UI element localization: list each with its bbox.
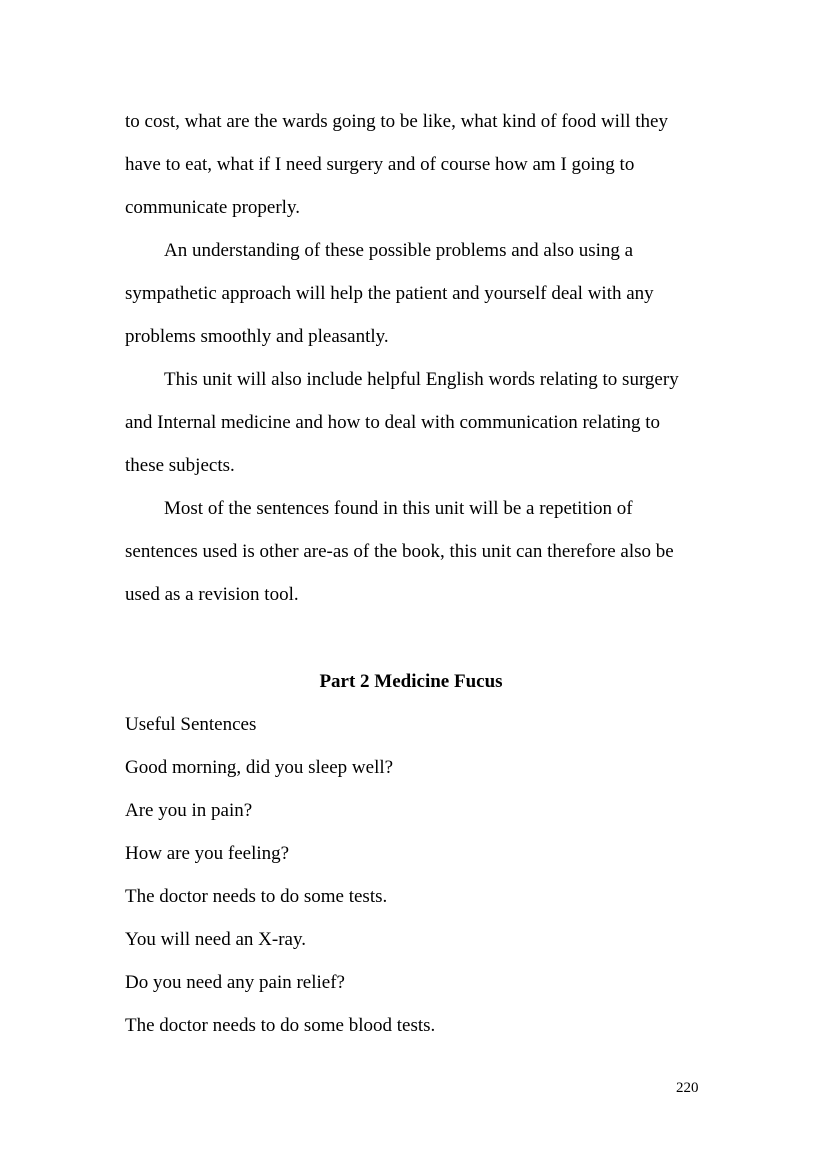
sentence-item: You will need an X-ray.: [125, 929, 307, 950]
body-text-line: problems smoothly and pleasantly.: [125, 326, 389, 347]
body-text-line: these subjects.: [125, 455, 235, 476]
body-text-line: and Internal medicine and how to deal with communication relating to: [125, 412, 661, 433]
sentence-item: Do you need any pain relief?: [125, 972, 345, 993]
body-text-line: to cost, what are the wards going to be like, what kind of food will they: [125, 111, 668, 132]
section-heading: Part 2 Medicine Fucus: [319, 671, 503, 692]
sentence-item: Good morning, did you sleep well?: [125, 757, 394, 778]
body-text-line: An understanding of these possible problems and also using a: [164, 240, 634, 261]
body-text-line: sympathetic approach will help the patient and yourself deal with any: [125, 283, 654, 304]
sentence-item: The doctor needs to do some tests.: [125, 886, 388, 907]
sentence-item: The doctor needs to do some blood tests.: [125, 1015, 436, 1036]
body-text-line: Most of the sentences found in this unit will be a repetition of: [164, 498, 633, 519]
body-text-line: This unit will also include helpful English words relating to surgery: [164, 369, 679, 390]
body-text-line: communicate properly.: [125, 197, 300, 218]
sentence-item: How are you feeling?: [125, 843, 290, 864]
page-number: 220: [676, 1080, 699, 1096]
sentence-item: Are you in pain?: [125, 800, 253, 821]
body-text-line: have to eat, what if I need surgery and of course how am I going to: [125, 154, 635, 175]
body-text-line: used as a revision tool.: [125, 584, 299, 605]
body-text-line: sentences used is other are-as of the book, this unit can therefore also be: [125, 541, 674, 562]
subheading: Useful Sentences: [125, 714, 257, 735]
